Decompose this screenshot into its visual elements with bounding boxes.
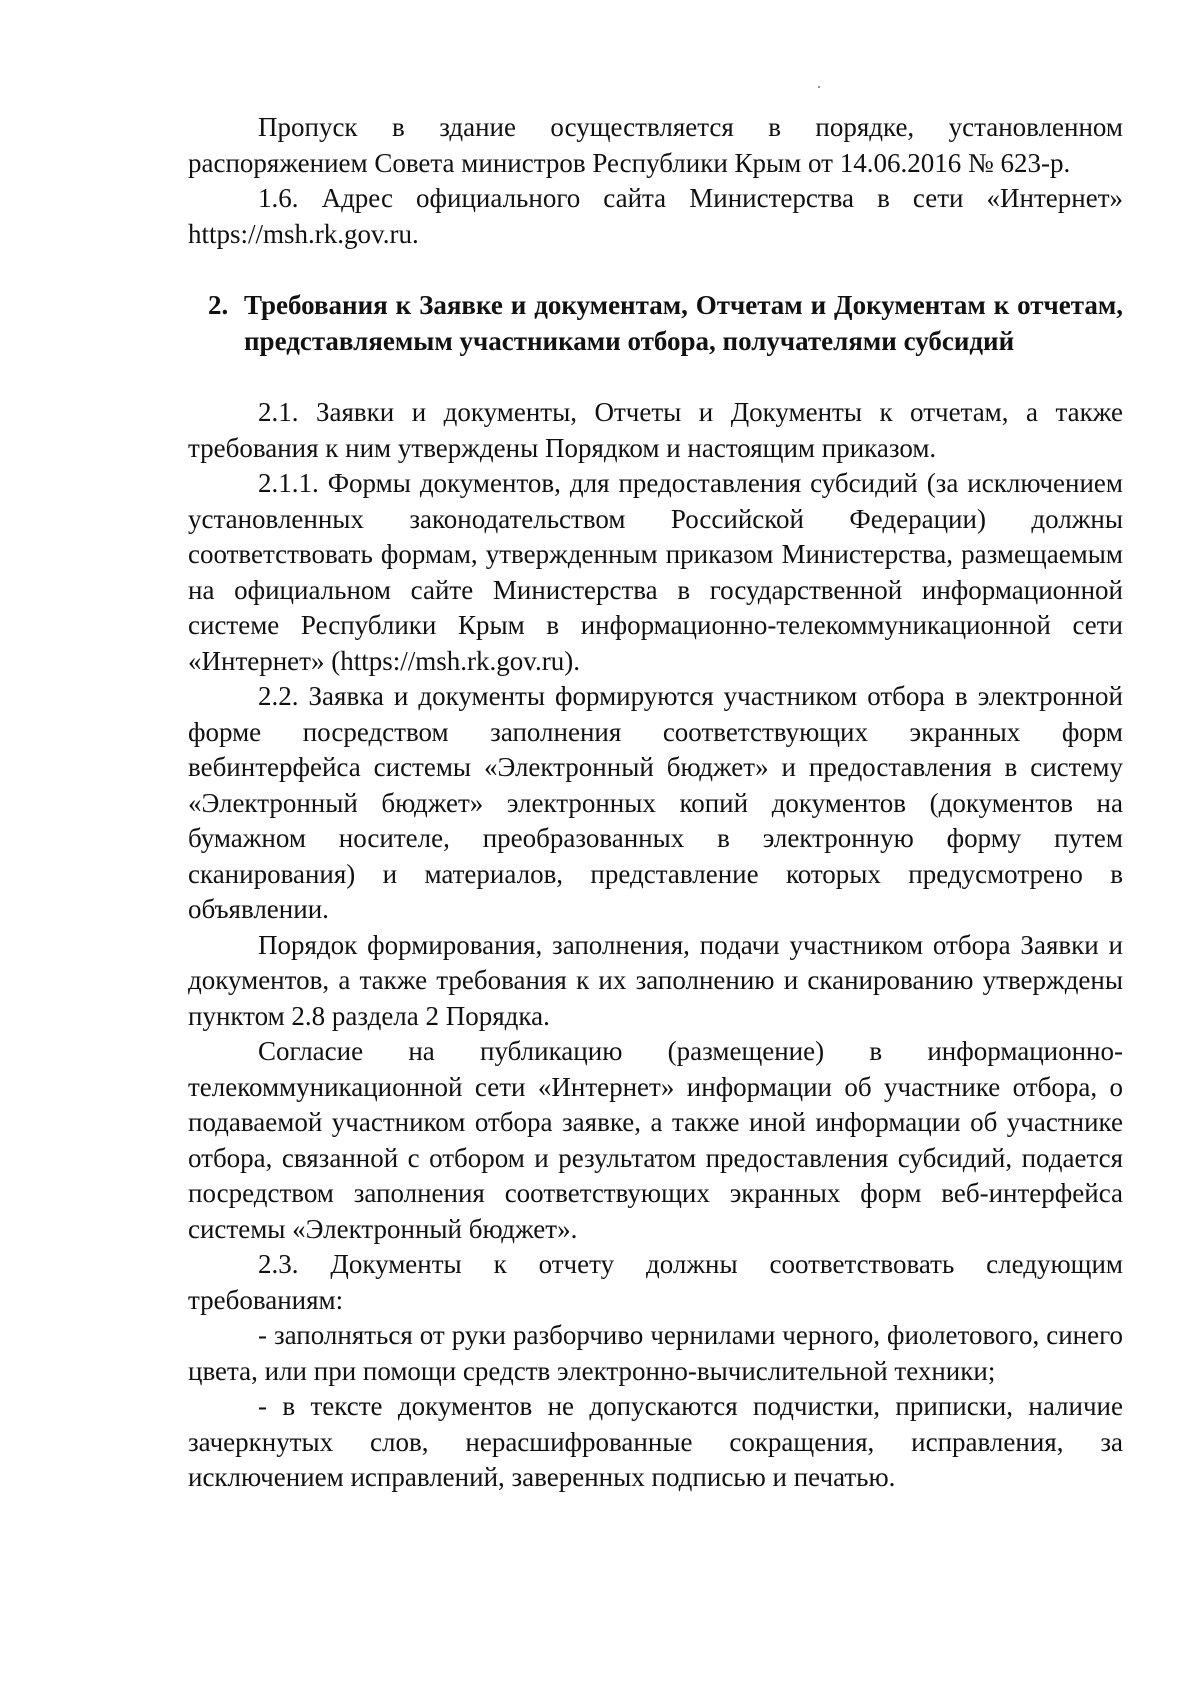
paragraph-2-2: 2.2. Заявка и документы формируются участником отбора в электронной форме посредством заполнения соответствующих экранных форм вебинтерфейса системы «Электронный бюджет» и предоставления в систему «Электронный бюджет» электронных копий документов (документов на бумажном носителе, преобразованных в электронную форму путем сканирования) и материалов, представление которых предусмотрено в объявлении. [188, 681, 1123, 924]
paragraph-2-1-1: 2.1.1. Формы документов, для предоставления субсидий (за исключением установленных законодательством Российской Федерации) должны соответствовать формам, утвержденным приказом Министерства, размещаемым на официальном сайте Министерства в государственной информационной системе Республики Крым в информационно-телекоммуникационной сети «Интернет» (https://msh.rk.gov.ru). [188, 468, 1123, 676]
spacer [188, 252, 1123, 288]
paragraph-1-6-website: 1.6. Адрес официального сайта Министерства в сети «Интернет» https://msh.rk.gov.ru. [188, 183, 1123, 249]
section-heading-text: Требования к Заявке и документам, Отчетам и Документам к отчетам, представляемым участниками отбора, получателями субсидий [244, 290, 1123, 356]
scan-artifact-dot [818, 86, 820, 88]
bullet-item-no-corrections: - в тексте документов не допускаются подчистки, приписки, наличие зачеркнутых слов, нерасшифрованные сокращения, исправления, за исключением исправлений, заверенных подписью и печатью. [188, 1391, 1123, 1492]
section-heading-2 [188, 288, 1123, 359]
section-heading-number: 2. [208, 290, 229, 320]
spacer [188, 359, 1123, 395]
paragraph-consent: Согласие на публикацию (размещение) в информационно-телекоммуникационной сети «Интернет» информации об участнике отбора, о подаваемой участником отбора заявке, а также иной информации об участнике отбора, связанной с отбором и результатом предоставления субсидий, подается посредством заполнения соответствующих экранных форм веб-интерфейса системы «Электронный бюджет». [188, 1036, 1123, 1244]
document-page [188, 110, 1123, 1496]
paragraph-2-3: 2.3. Документы к отчету должны соответствовать следующим требованиям: [188, 1249, 1123, 1315]
bullet-item-fill-by-hand: - заполняться от руки разборчиво чернилами черного, фиолетового, синего цвета, или при помощи средств электронно-вычислительной техники; [188, 1320, 1123, 1386]
paragraph-2-1: 2.1. Заявки и документы, Отчеты и Документы к отчетам, а также требования к ним утверждены Порядком и настоящим приказом. [188, 397, 1123, 463]
paragraph-building-access: Пропуск в здание осуществляется в порядке, установленном распоряжением Совета министров Республики Крым от 14.06.2016 № 623-р. [188, 112, 1123, 178]
paragraph-order: Порядок формирования, заполнения, подачи участником отбора Заявки и документов, а также требования к их заполнению и сканированию утверждены пунктом 2.8 раздела 2 Порядка. [188, 929, 1123, 1031]
